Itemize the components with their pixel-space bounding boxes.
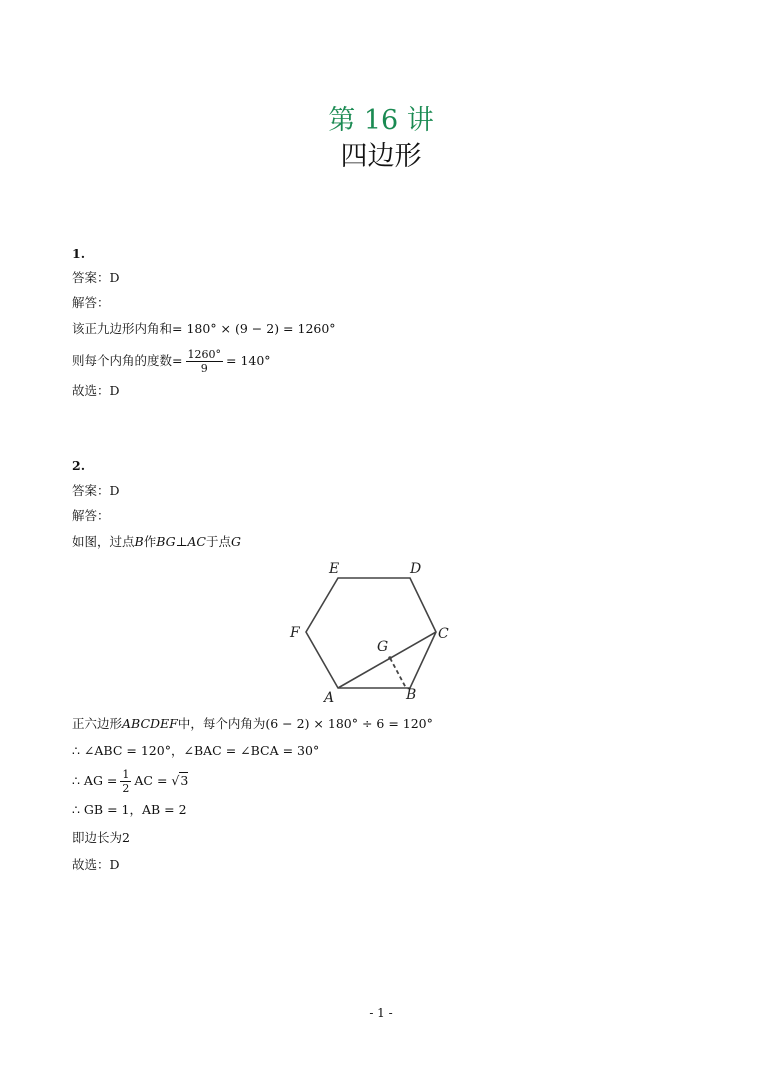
q2-line4-c: AB = 2	[142, 802, 187, 817]
q2-intro-e: 于点	[205, 534, 231, 549]
label-d: D	[410, 561, 422, 577]
label-a: A	[324, 690, 335, 706]
q2-solution-label: 解答：	[72, 508, 110, 523]
q2-intro	[72, 534, 241, 550]
q1-step2-text: 则每个内角的度数	[72, 353, 173, 368]
q1-step2-denominator: 9	[200, 362, 208, 375]
q2-intro-c: 作	[143, 534, 157, 549]
point-g	[388, 656, 392, 660]
q2-line2	[72, 743, 319, 759]
q1-solution-label: 解答：	[72, 295, 110, 310]
label-e: E	[329, 561, 340, 577]
q2-line2-b: ，	[170, 743, 184, 758]
q1-answer: 答案：D	[72, 270, 120, 285]
q1-step1-expr: = 180° × (9 − 2) = 1260°	[172, 321, 336, 336]
q2-intro-d: BG⊥AC	[156, 534, 206, 549]
hexagon-figure	[284, 558, 464, 708]
label-g: G	[377, 639, 389, 655]
lecture-number: 第 16 讲	[328, 105, 434, 136]
q2-line1-a: 正六边形	[72, 716, 123, 731]
q2-answer: 答案：D	[72, 483, 120, 498]
q1-step2-numerator: 1260°	[187, 348, 221, 361]
label-f: F	[290, 625, 300, 641]
q2-line3-sqrt-value: 3	[180, 773, 189, 788]
q2-intro-f: G	[230, 534, 241, 549]
q1-step2-eq: =	[172, 353, 183, 368]
q2-line3-fraction	[120, 768, 131, 795]
q1-step1-text: 该正九边形内角和	[72, 321, 173, 336]
q2-number: 2.	[72, 458, 86, 473]
q2-intro-a: 如图，过点	[72, 534, 135, 549]
q2-line5-b: 2	[122, 830, 130, 845]
q2-line4-a: ∴ GB = 1	[72, 802, 130, 817]
q2-line1-b: ABCDEF	[122, 716, 178, 731]
q1-step2-fraction	[186, 348, 224, 375]
q2-line3-denominator: 2	[122, 782, 130, 795]
q2-line3-sqrt-symbol: √	[171, 773, 180, 788]
perpendicular-bg	[390, 658, 406, 688]
q2-intro-b: B	[134, 534, 144, 549]
q2-line5	[72, 830, 130, 846]
label-c: C	[438, 626, 449, 642]
q2-line3-numerator: 1	[122, 768, 130, 781]
q1-number: 1.	[72, 246, 86, 261]
q2-line1-c: 中，每个内角为	[177, 716, 266, 731]
q1-step2	[72, 346, 271, 376]
label-b: B	[406, 687, 417, 703]
hexagon-outline	[306, 578, 436, 688]
lecture-topic: 四边形	[340, 141, 422, 172]
q2-line4-b: ，	[129, 802, 142, 817]
q2-line3-a: ∴ AG =	[72, 773, 118, 788]
q2-line3	[72, 766, 188, 796]
q1-step2-result: = 140°	[226, 353, 271, 368]
q2-line1	[72, 716, 433, 732]
q2-line4	[72, 802, 187, 818]
q1-step1	[72, 321, 336, 337]
q2-line2-c: ∠BAC = ∠BCA = 30°	[183, 743, 320, 758]
q2-choice: 故选：D	[72, 857, 120, 872]
q2-line5-a: 即边长为	[72, 830, 123, 845]
q2-line1-d: (6 − 2) × 180° ÷ 6 = 120°	[265, 716, 433, 731]
q2-line2-a: ∴ ∠ABC = 120°	[72, 743, 171, 758]
page-number: - 1 -	[369, 1006, 393, 1020]
q1-choice: 故选：D	[72, 383, 120, 398]
q2-line3-b: AC =	[134, 773, 168, 788]
